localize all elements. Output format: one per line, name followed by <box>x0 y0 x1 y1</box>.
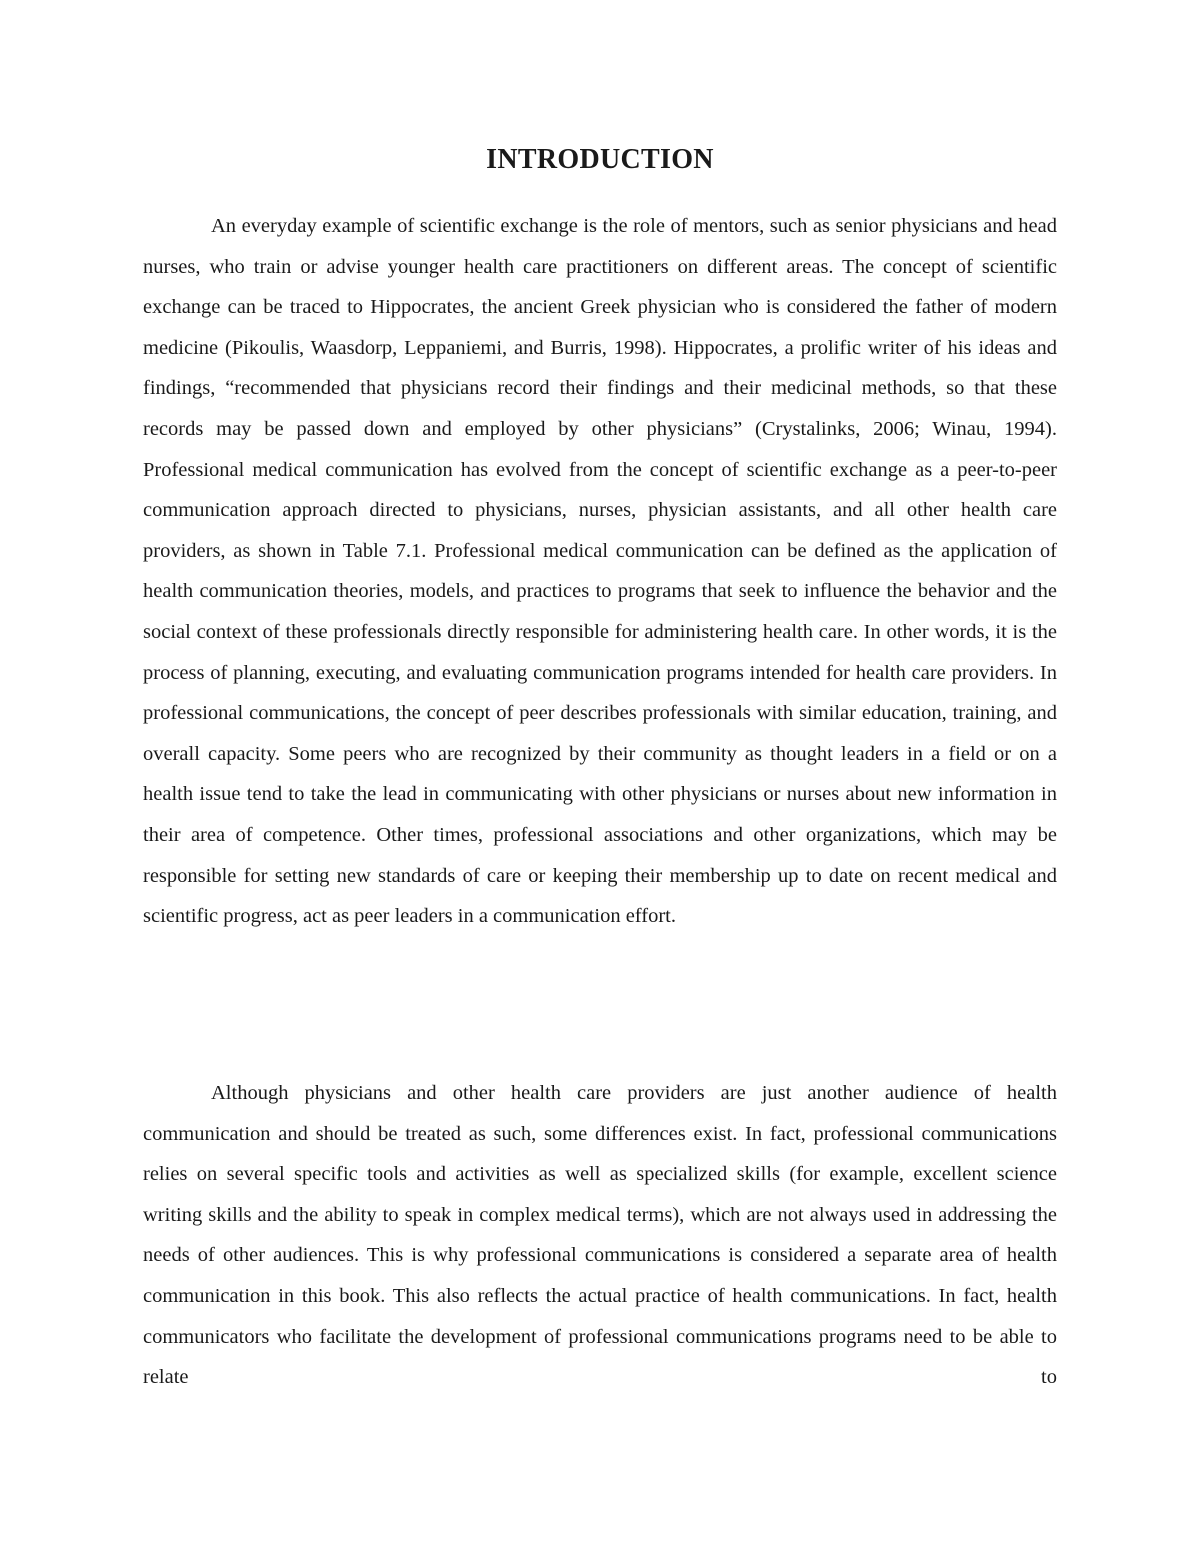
page-title: INTRODUCTION <box>486 144 714 175</box>
body-paragraph-1: An everyday example of scientific exchange is the role of mentors, such as senior physicians and head nurses, who train or advise younger health care practitioners on different areas. The concept of scientific exchange can be traced to Hippocrates, the ancient Greek physician who is considered the father of modern medicine (Pikoulis, Waasdorp, Leppaniemi, and Burris, 1998). Hippocrates, a prolific writer of his ideas and findings, “recommended that physicians record their findings and their medicinal methods, so that these records may be passed down and employed by other physicians” (Crystalinks, 2006; Winau, 1994). Professional medical communication has evolved from the concept of scientific exchange as a peer-to-peer communication approach directed to physicians, nurses, physician assistants, and all other health care providers, as shown in Table 7.1. Professional medical communication can be defined as the application of health communication theories, models, and practices to programs that seek to influence the behavior and the social context of these professionals directly responsible for administering health care. In other words, it is the process of planning, executing, and evaluating communication programs intended for health care providers. In professional communications, the concept of peer describes professionals with similar education, training, and overall capacity. Some peers who are recognized by their community as thought leaders in a field or on a health issue tend to take the lead in communicating with other physicians or nurses about new information in their area of competence. Other times, professional associations and other organizations, which may be responsible for setting new standards of care or keeping their membership up to date on recent medical and scientific progress, act as peer leaders in a communication effort. <box>143 215 1057 928</box>
body-paragraph-2: Although physicians and other health care providers are just another audience of health communication and should be treated as such, some differences exist. In fact, professional communications relies on several specific tools and activities as well as specialized skills (for example, excellent science writing skills and the ability to speak in complex medical terms), which are not always used in addressing the needs of other audiences. This is why professional communications is considered a separate area of health communication in this book. This also reflects the actual practice of health communications. In fact, health communicators who facilitate the development of professional communications programs need to be able to relate to <box>143 1082 1057 1389</box>
